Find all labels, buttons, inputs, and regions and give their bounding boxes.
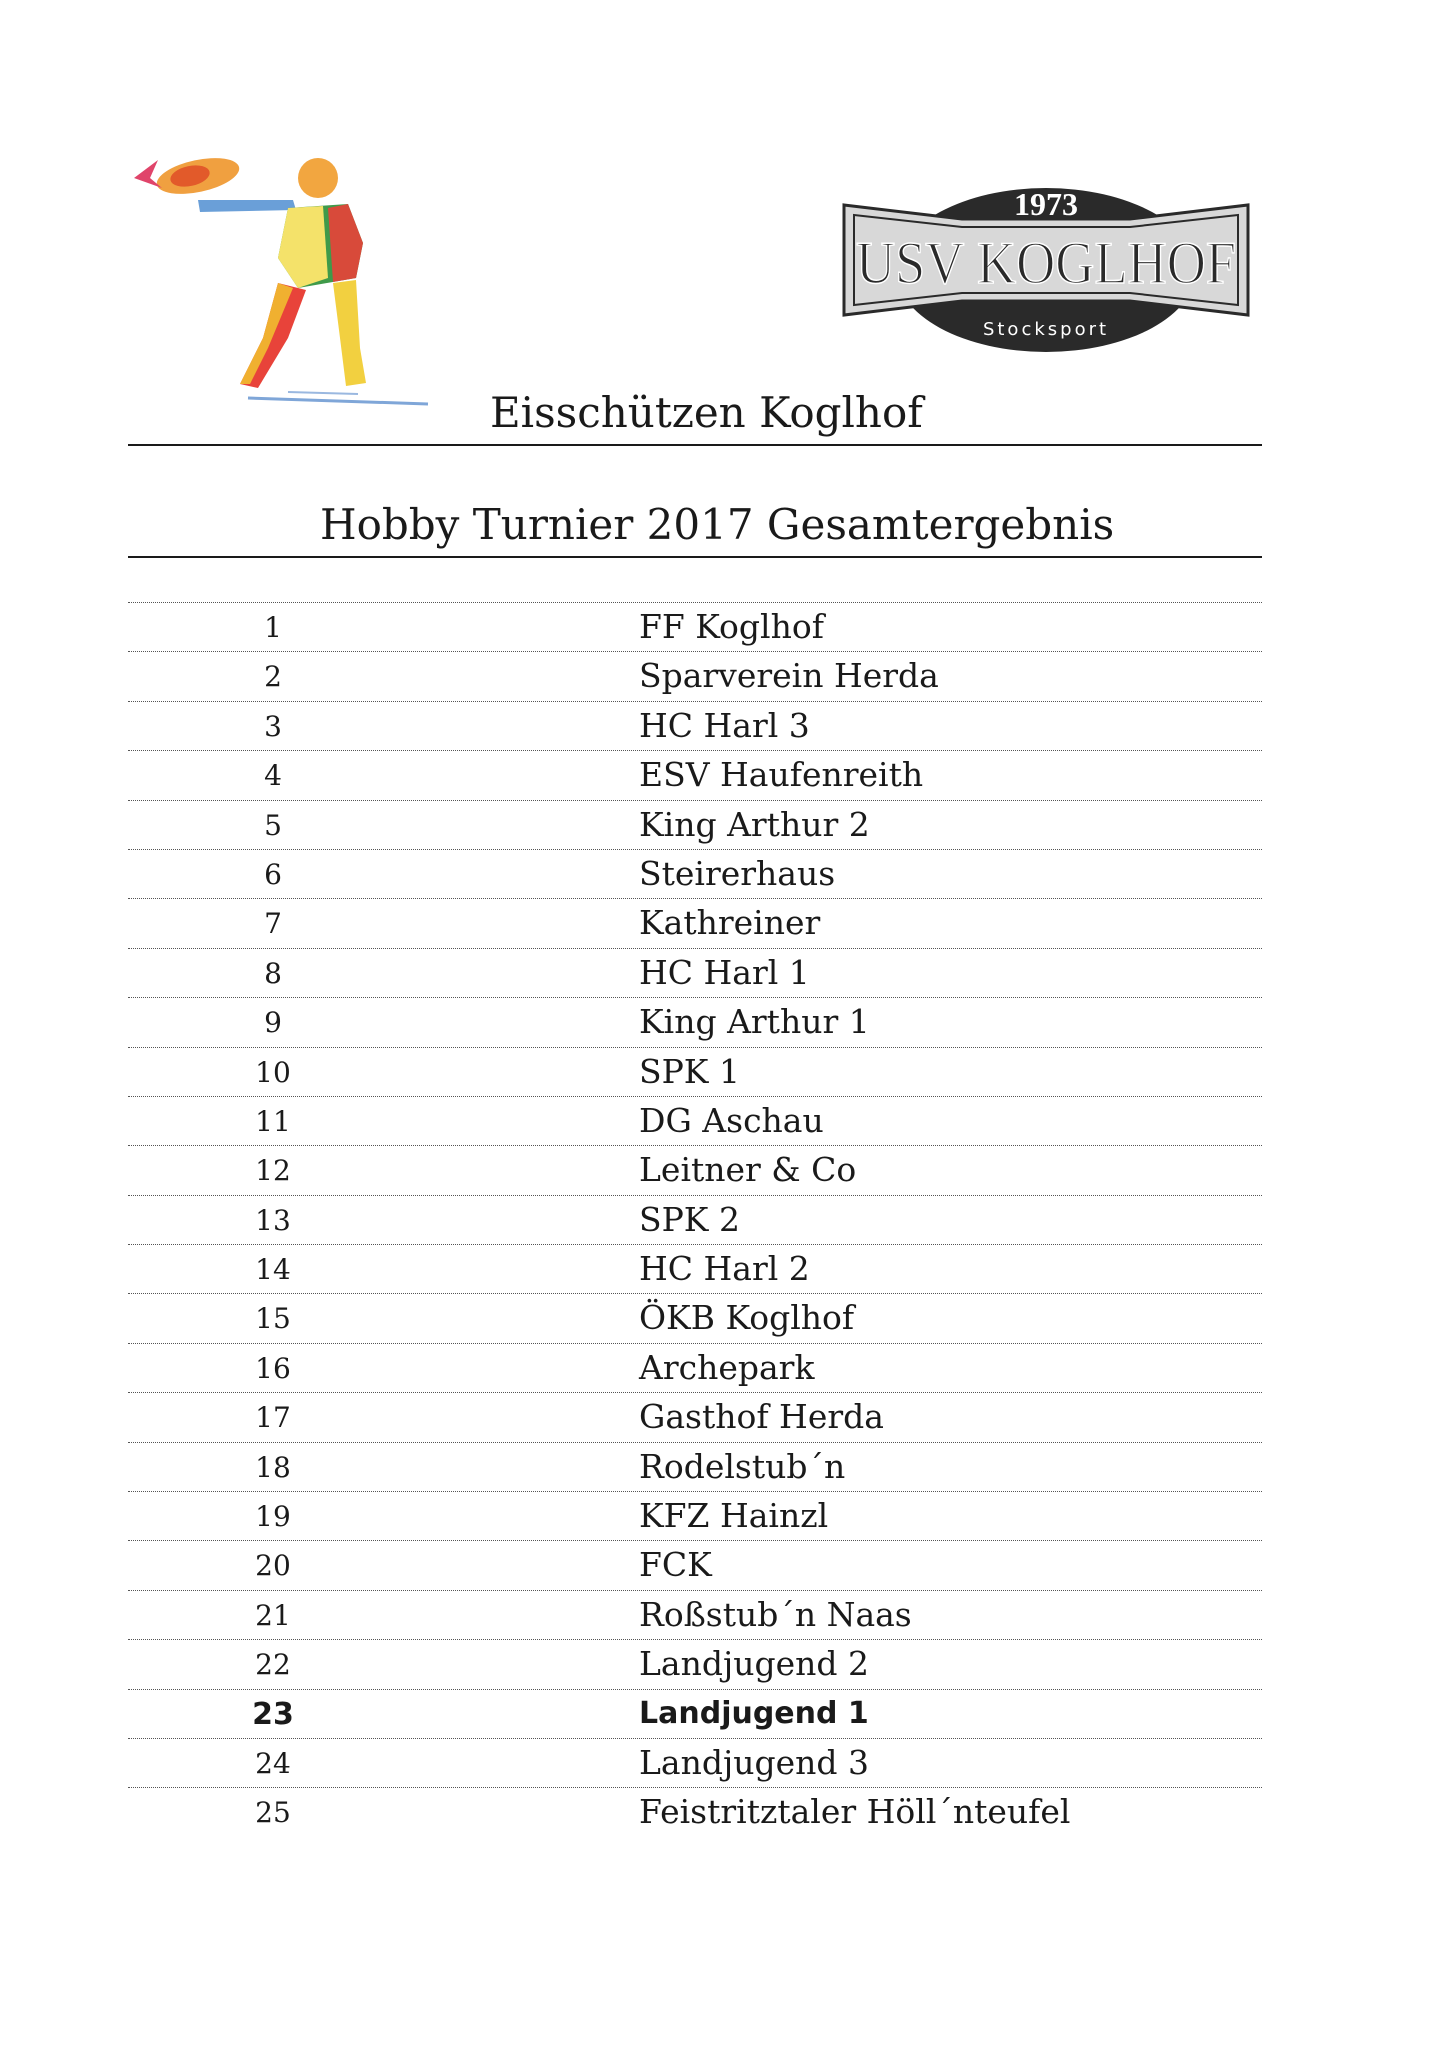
rank: 7 [264, 907, 282, 941]
logo-subtitle: Stocksport [982, 319, 1110, 340]
result-row-25 [128, 1788, 1262, 1837]
rank: 6 [264, 857, 282, 891]
rank: 20 [255, 1549, 291, 1583]
rank: 4 [264, 759, 282, 793]
logo-name: USV KOGLHOF [856, 230, 1236, 296]
result-row-8 [128, 949, 1262, 998]
curling-player-logo [128, 148, 458, 410]
result-row-7 [128, 899, 1262, 948]
title-rule [128, 556, 1262, 558]
rank: 21 [255, 1598, 291, 1632]
result-row-22 [128, 1640, 1262, 1689]
team-name: Roßstub´n Naas [639, 1594, 912, 1634]
team-name: Steirerhaus [639, 853, 836, 893]
result-row-13 [128, 1196, 1262, 1245]
result-row-20 [128, 1541, 1262, 1590]
result-row-3 [128, 702, 1262, 751]
team-name: SPK 1 [639, 1051, 740, 1091]
team-name: DG Aschau [639, 1100, 824, 1140]
rank: 15 [255, 1302, 291, 1336]
team-name: Landjugend 2 [639, 1644, 869, 1684]
team-name: ÖKB Koglhof [639, 1298, 855, 1338]
result-row-14 [128, 1245, 1262, 1294]
team-name: Landjugend 1 [639, 1695, 869, 1731]
team-name: Sparverein Herda [639, 656, 939, 696]
rank: 16 [255, 1351, 291, 1385]
rank: 22 [255, 1648, 291, 1682]
team-name: FCK [639, 1545, 712, 1585]
rank: 11 [255, 1104, 291, 1138]
rank: 9 [264, 1006, 282, 1040]
result-row-2 [128, 652, 1262, 701]
result-row-1 [128, 603, 1262, 652]
rank: 24 [255, 1746, 291, 1780]
result-row-16 [128, 1344, 1262, 1393]
team-name: King Arthur 2 [639, 804, 870, 844]
rank: 13 [255, 1203, 291, 1237]
team-name: Rodelstub´n [639, 1446, 846, 1486]
result-row-24 [128, 1739, 1262, 1788]
rank: 5 [264, 808, 282, 842]
club-name-rule [128, 444, 1262, 446]
result-row-11 [128, 1097, 1262, 1146]
team-name: ESV Haufenreith [639, 755, 924, 795]
team-name: Gasthof Herda [639, 1397, 884, 1437]
rank: 3 [264, 709, 282, 743]
rank: 1 [264, 611, 282, 644]
page-title: Hobby Turnier 2017 Gesamtergebnis [320, 500, 1115, 549]
team-name: Feistritztaler Höll´nteufel [639, 1792, 1071, 1832]
team-name: Kathreiner [639, 903, 821, 943]
result-row-23 [128, 1690, 1262, 1739]
club-name: Eisschützen Koglhof [490, 388, 923, 437]
rank: 10 [255, 1055, 291, 1089]
result-row-5 [128, 801, 1262, 850]
rank: 23 [252, 1696, 294, 1732]
result-row-6 [128, 850, 1262, 899]
team-name: Archepark [639, 1347, 815, 1387]
team-name: King Arthur 1 [639, 1002, 870, 1042]
rank: 12 [255, 1154, 291, 1188]
rank: 25 [255, 1796, 291, 1830]
rank: 17 [255, 1401, 291, 1435]
team-name: SPK 2 [639, 1199, 740, 1239]
rank: 19 [255, 1500, 291, 1534]
team-name: Leitner & Co [639, 1150, 857, 1190]
team-name: Landjugend 3 [639, 1742, 869, 1782]
team-name: HC Harl 1 [639, 952, 810, 992]
rank: 18 [255, 1450, 291, 1484]
result-row-17 [128, 1393, 1262, 1442]
result-row-21 [128, 1591, 1262, 1640]
team-name: FF Koglhof [639, 607, 824, 646]
team-name: HC Harl 3 [639, 705, 810, 745]
result-row-19 [128, 1492, 1262, 1541]
result-row-12 [128, 1146, 1262, 1195]
rank: 8 [264, 956, 282, 990]
team-name: KFZ Hainzl [639, 1496, 829, 1536]
rank: 2 [264, 660, 282, 694]
logo-year: 1973 [1014, 186, 1078, 222]
result-row-10 [128, 1048, 1262, 1097]
team-name: HC Harl 2 [639, 1249, 810, 1289]
result-row-18 [128, 1443, 1262, 1492]
result-row-9 [128, 998, 1262, 1047]
result-row-15 [128, 1294, 1262, 1343]
usv-koglhof-logo [842, 185, 1250, 355]
rank: 14 [255, 1253, 291, 1287]
result-row-4 [128, 751, 1262, 800]
results-table [128, 602, 1262, 1838]
